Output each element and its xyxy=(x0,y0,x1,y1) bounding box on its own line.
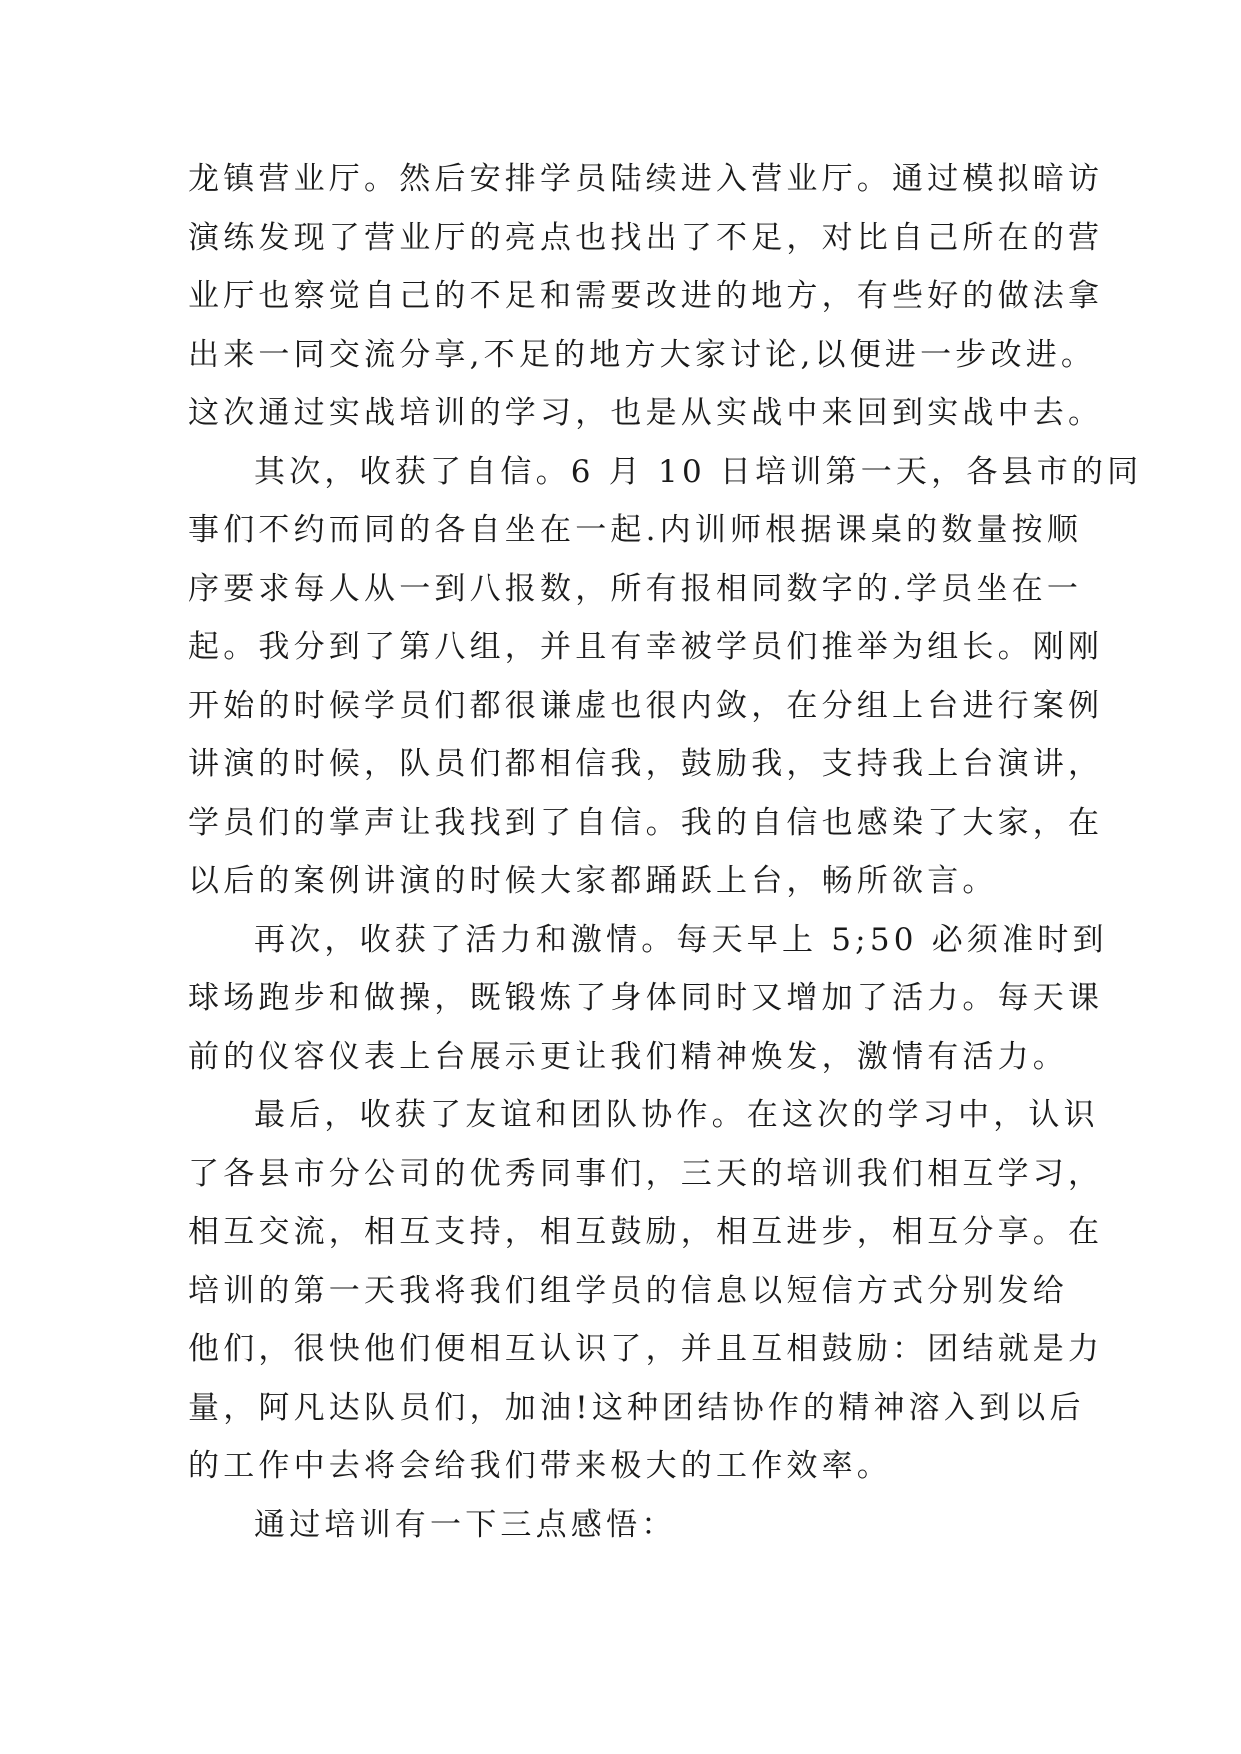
text-line: 学员们的掌声让我找到了自信。我的自信也感染了大家，在 xyxy=(188,804,1104,841)
text-line: 这次通过实战培训的学习，也是从实战中来回到实战中去。 xyxy=(188,395,1104,431)
paragraph-start-line: 再次，收获了活力和激情。每天早上 5;50 必须准时到 xyxy=(254,921,1108,958)
text-line: 龙镇营业厅。然后安排学员陆续进入营业厅。通过模拟暗访 xyxy=(188,161,1104,197)
paragraph-start-line: 最后，收获了友谊和团队协作。在这次的学习中，认识 xyxy=(254,1097,1099,1133)
paragraph-start-line: 其次，收获了自信。6 月 10 日培训第一天，各县市的同 xyxy=(254,453,1143,490)
text-line: 球场跑步和做操，既锻炼了身体同时又增加了活力。每天课 xyxy=(188,980,1104,1016)
paragraph-start-line: 通过培训有一下三点感悟： xyxy=(254,1506,677,1543)
text-line: 讲演的时候，队员们都相信我，鼓励我，支持我上台演讲， xyxy=(188,746,1104,782)
text-line: 前的仪容仪表上台展示更让我们精神焕发，激情有活力。 xyxy=(188,1038,1068,1075)
text-line: 起。我分到了第八组，并且有幸被学员们推举为组长。刚刚 xyxy=(188,629,1104,665)
text-line: 相互交流，相互支持，相互鼓励，相互进步，相互分享。在 xyxy=(188,1214,1104,1250)
text-line: 演练发现了营业厅的亮点也找出了不足，对比自己所在的营 xyxy=(188,219,1104,256)
text-line: 序要求每人从一到八报数，所有报相同数字的.学员坐在一 xyxy=(188,570,1083,607)
text-line: 培训的第一天我将我们组学员的信息以短信方式分别发给 xyxy=(188,1272,1068,1309)
text-line: 开始的时候学员们都很谦虚也很内敛，在分组上台进行案例 xyxy=(188,687,1104,724)
text-line: 了各县市分公司的优秀同事们，三天的培训我们相互学习， xyxy=(188,1155,1104,1192)
text-line: 出来一同交流分享,不足的地方大家讨论,以便进一步改进。 xyxy=(188,336,1097,373)
text-line: 以后的案例讲演的时候大家都踊跃上台，畅所欲言。 xyxy=(188,863,998,899)
text-line: 事们不约而同的各自坐在一起.内训师根据课桌的数量按顺 xyxy=(188,512,1083,548)
body-text xyxy=(188,150,1143,1554)
text-line: 量，阿凡达队员们，加油!这种团结协作的精神溶入到以后 xyxy=(188,1389,1085,1426)
text-line: 的工作中去将会给我们带来极大的工作效率。 xyxy=(188,1448,892,1484)
text-line: 业厅也察觉自己的不足和需要改进的地方，有些好的做法拿 xyxy=(188,278,1104,314)
text-line: 他们，很快他们便相互认识了，并且互相鼓励：团结就是力 xyxy=(188,1331,1104,1367)
